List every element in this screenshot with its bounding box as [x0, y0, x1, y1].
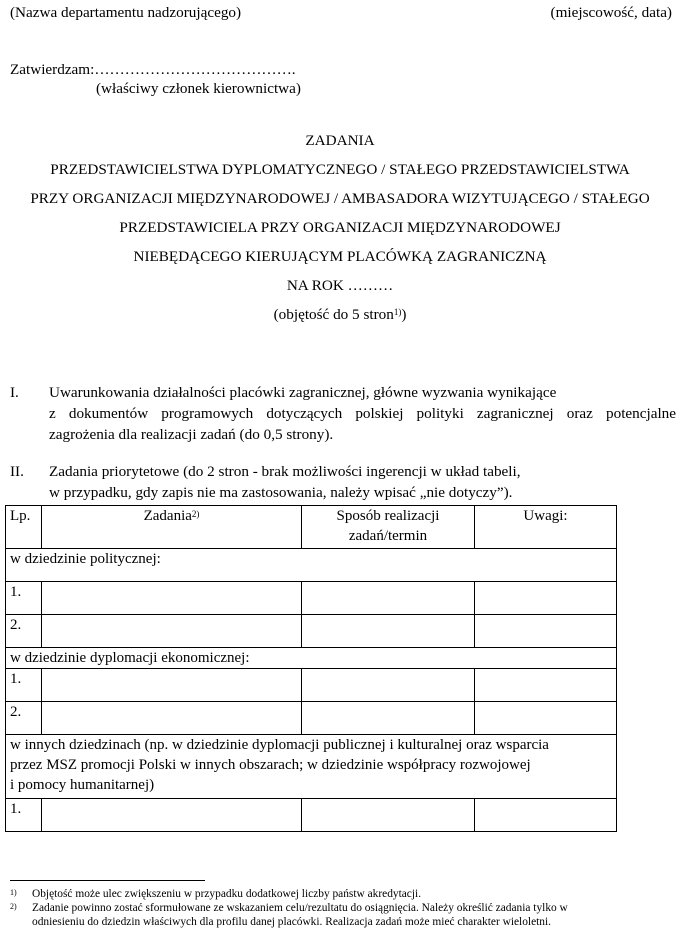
footnote-2-mark: 2)	[10, 902, 17, 911]
row-number: 1.	[6, 582, 42, 615]
notes-cell[interactable]	[475, 702, 617, 735]
task-cell[interactable]	[42, 582, 302, 615]
footnote-ref-1: 1)	[393, 307, 402, 317]
notes-cell[interactable]	[475, 582, 617, 615]
method-cell[interactable]	[302, 615, 475, 648]
section-2-line-1: Zadania priorytetowe (do 2 stron - brak możliwości ingerencji w układ tabeli,	[49, 463, 521, 480]
section-2-number: II.	[10, 463, 24, 480]
footnote-2-text-line-1: Zadanie powinno zostać sformułowane ze wskazaniem celu/rezultatu do osiągnięcia. Należy określić zadania tylko w	[32, 902, 568, 914]
approval-line: Zatwierdzam:………………………………….	[10, 61, 296, 78]
row-number: 1.	[6, 669, 42, 702]
section-1-line-2: z dokumentów programowych dotyczących polskiej polityki zagranicznej oraz potencjalne	[49, 405, 676, 422]
table-row	[6, 582, 617, 615]
footnote-1	[10, 887, 675, 901]
row-number: 1.	[6, 799, 42, 832]
volume-note: (objętość do 5 stron$^{1)}$)	[273, 306, 407, 323]
row-number: 2.	[6, 615, 42, 648]
notes-cell[interactable]	[475, 615, 617, 648]
header-method: Sposób realizacji zadań/termin	[302, 506, 475, 549]
section-1-line-1: Uwarunkowania działalności placówki zagranicznej, główne wyzwania wynikające	[49, 384, 557, 401]
section-title-economic: w dziedzinie dyplomacji ekonomicznej:	[6, 648, 617, 669]
footnote-2	[10, 901, 675, 929]
task-cell[interactable]	[42, 615, 302, 648]
notes-cell[interactable]	[475, 669, 617, 702]
header-task: Zadania$^{2)}$	[42, 506, 302, 549]
task-cell[interactable]	[42, 799, 302, 832]
section-row-political	[6, 549, 617, 582]
task-cell[interactable]	[42, 669, 302, 702]
notes-cell[interactable]	[475, 799, 617, 832]
document-title	[0, 126, 680, 329]
method-cell[interactable]	[302, 702, 475, 735]
title-line-2: PRZEDSTAWICIELSTWA DYPLOMATYCZNEGO / STAŁEGO PRZEDSTAWICIELSTWA	[50, 161, 630, 178]
section-1-line-3: zagrożenia dla realizacji zadań (do 0,5 strony).	[49, 426, 334, 443]
table-row	[6, 669, 617, 702]
section-title-political: w dziedzinie politycznej:	[6, 549, 617, 582]
tasks-table	[5, 505, 617, 832]
table-header-row	[6, 506, 617, 549]
table-row	[6, 702, 617, 735]
section-row-economic	[6, 648, 617, 669]
title-line-1: ZADANIA	[305, 132, 375, 149]
method-cell[interactable]	[302, 669, 475, 702]
footnote-1-text: Objętość może ulec zwiększeniu w przypadku dodatkowej liczby państw akredytacji.	[32, 888, 422, 900]
title-line-6: NA ROK ………	[286, 277, 394, 294]
title-line-5: NIEBĘDĄCEGO KIERUJĄCYM PLACÓWKĄ ZAGRANICZNĄ	[133, 248, 547, 265]
footnote-separator	[10, 880, 205, 881]
section-2	[10, 461, 676, 503]
header-notes: Uwagi:	[475, 506, 617, 549]
footnote-2-text-line-2: odniesieniu do dziedzin właściwych dla profilu danej placówki. Realizacja zadań może mieć charakter wieloletni.	[32, 916, 552, 928]
approval-sublabel: (właściwy członek kierownictwa)	[96, 80, 301, 97]
table-row	[6, 799, 617, 832]
title-line-3: PRZY ORGANIZACJI MIĘDZYNARODOWEJ / AMBASADORA WIZYTUJĄCEGO / STAŁEGO	[30, 190, 650, 207]
section-1	[10, 382, 676, 445]
method-cell[interactable]	[302, 799, 475, 832]
footnotes	[10, 887, 675, 929]
section-2-line-2: w przypadku, gdy zapis nie ma zastosowania, należy wpisać „nie dotyczy”).	[49, 484, 513, 501]
header-lp: Lp.	[6, 506, 42, 549]
footnote-1-mark: 1)	[10, 888, 17, 897]
section-1-number: I.	[10, 384, 19, 401]
task-cell[interactable]	[42, 702, 302, 735]
row-number: 2.	[6, 702, 42, 735]
footnote-ref-2: 2)	[191, 509, 200, 519]
department-name-placeholder: (Nazwa departamentu nadzorującego)	[10, 4, 242, 21]
section-row-other	[6, 735, 617, 799]
section-title-other: w innych dziedzinach (np. w dziedzinie dyplomacji publicznej i kulturalnej oraz wsparcia przez MSZ promocji Polski w innych obszarach; w dziedzinie współpracy rozwojowej i pomocy humanitarnej)	[6, 735, 617, 799]
title-line-4: PRZEDSTAWICIELA PRZY ORGANIZACJI MIĘDZYNARODOWEJ	[119, 219, 561, 236]
method-cell[interactable]	[302, 582, 475, 615]
place-date-placeholder: (miejscowość, data)	[550, 4, 672, 21]
table-row	[6, 615, 617, 648]
